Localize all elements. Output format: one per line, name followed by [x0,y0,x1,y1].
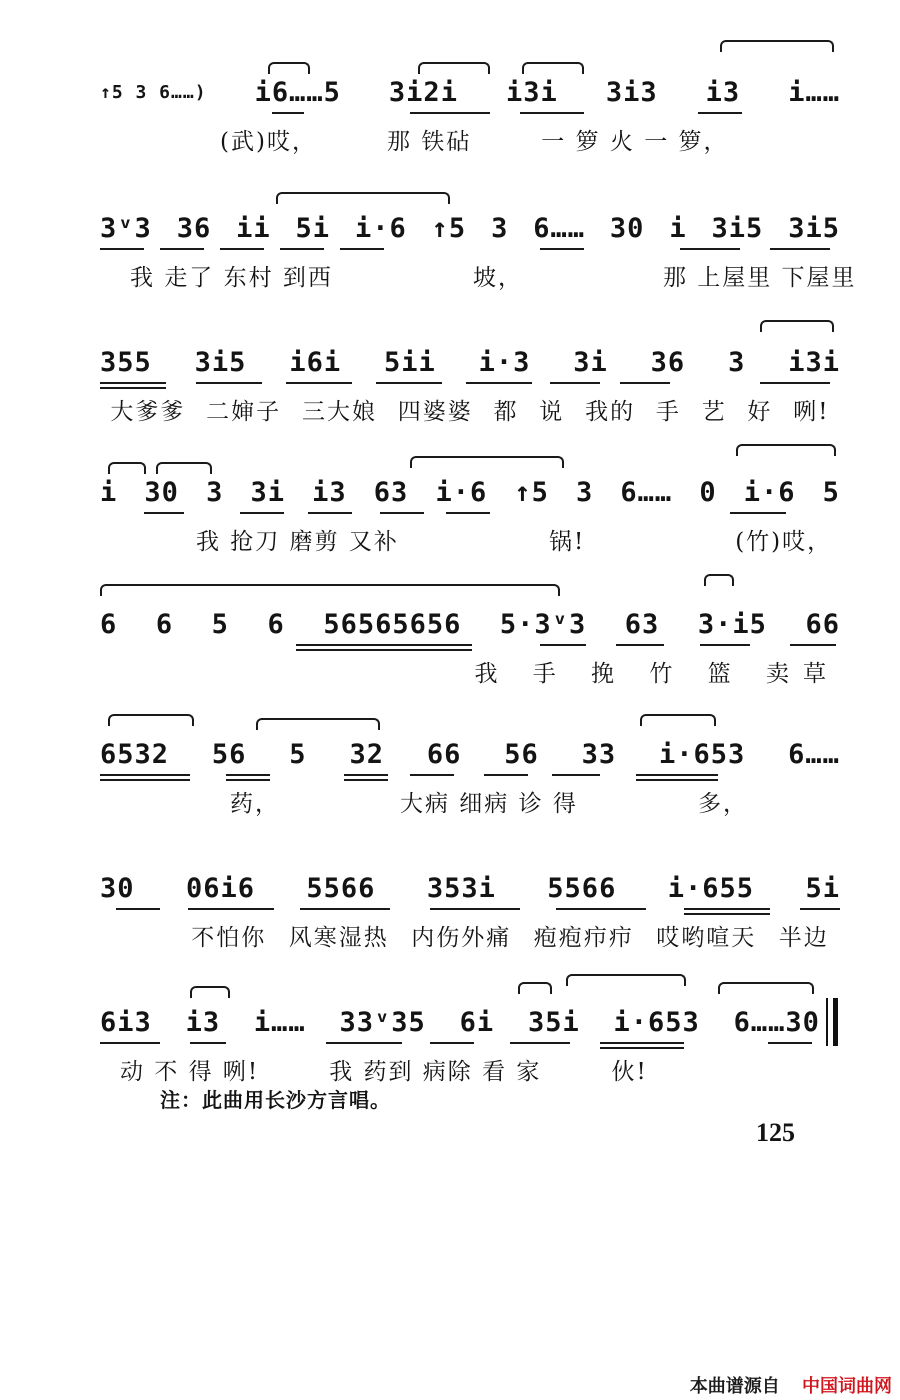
final-barline [826,998,828,1046]
footnote: 注：此曲用长沙方言唱。 [160,1088,391,1112]
underline [698,112,742,114]
note-group: 3i [573,346,608,378]
note-group: i·3 [478,346,531,378]
note-group: 6 [155,608,174,640]
slur [256,718,380,730]
note-group: 36 [650,346,686,378]
lyric: 疱疱疖疖 [533,924,634,951]
lyric: 风寒湿热 [288,924,389,951]
lyric: 动 不 得 咧! [120,1058,260,1085]
final-barline [833,998,838,1046]
underline [684,908,770,910]
lyric: 我 走了 东村 到西 [130,264,333,291]
note-group: i·653 [659,738,746,770]
lyric: 大爹爹 [110,398,186,425]
underline [226,774,270,776]
note-group: 3i2i [388,76,458,108]
lyric: 我的 [585,398,636,425]
lyric: 多， [697,790,748,817]
note-group: ↑5 [514,476,549,508]
watermark [690,1372,892,1398]
underline [556,908,646,910]
note-group: i3i [506,76,558,108]
note-group: 355 [100,346,152,378]
underline [540,644,586,646]
note-group: 66 [426,738,462,770]
note-group: 06i6 [185,872,255,904]
jianpu-notes-row [100,472,840,512]
slur [704,574,734,586]
note-group: 5 [822,476,840,508]
underline [466,382,532,384]
underline [300,908,390,910]
slur [518,982,552,994]
note-group: 30 [100,872,135,904]
lyrics-row [100,122,840,156]
slur [108,714,194,726]
underline [520,112,584,114]
lyric: 一 箩 火 一 箩， [541,128,729,155]
note-group: 5i [805,872,840,904]
underline [340,248,384,250]
watermark-site: 中国词曲网 [802,1376,892,1397]
lyric: (武)哎， [220,128,317,155]
underline [600,1042,684,1044]
underline [286,382,352,384]
underline [100,382,166,384]
underline [226,779,270,781]
lyric: 不怕你 [191,924,267,951]
underline [344,779,388,781]
underline [100,248,144,250]
note-group: 3i5 [194,346,247,378]
underline [272,112,304,114]
lyric: 咧! [793,398,830,425]
underline [790,644,836,646]
underline [620,382,670,384]
underline [326,1042,402,1044]
note-group: 6i3 [100,1006,152,1038]
note-group: i·655 [667,872,755,904]
underline [760,382,830,384]
jianpu-notes-row [100,72,840,112]
note-group: 6532 [100,738,170,770]
underline [188,908,274,910]
underline [296,644,472,646]
note-group: 6…… [533,212,586,244]
note-group: 3i [250,476,285,508]
note-group: 6 [100,608,118,640]
lyric: 我 抢刀 磨剪 又补 [196,528,399,555]
note-group: 353i [426,872,496,904]
underline [100,774,190,776]
underline [116,908,160,910]
note-group: 56565656 [323,608,462,640]
note-group: 36 [176,212,212,244]
jianpu-notes-row [100,208,840,248]
note-group: i·6 [435,476,488,508]
lyrics-row [100,258,857,292]
lyrics-row [100,522,840,556]
note-group: ↑5 [431,212,467,244]
underline [636,779,718,781]
lyric: (竹)哎， [735,528,833,555]
lyrics-row [100,392,840,426]
note-group: 6…… [620,476,673,508]
note-group: 33 [581,738,617,770]
note-group: i…… [253,1006,306,1038]
underline [616,644,664,646]
underline [160,248,204,250]
note-group: 56 [211,738,247,770]
underline [446,512,490,514]
note-group: ↑5 3 6……) [100,81,207,103]
underline [410,112,490,114]
note-group: 3 [728,346,746,378]
lyrics-row [100,918,840,952]
underline [196,382,262,384]
slur [410,456,564,468]
note-group: 3i3 [605,76,658,108]
underline [510,1042,570,1044]
lyric: 内伤外痛 [411,924,512,951]
underline [550,382,600,384]
slur [190,986,230,998]
underline [100,387,166,389]
lyric: 锅! [548,528,586,555]
underline [600,1047,684,1049]
note-group: 5566 [306,872,376,904]
note-group: 6 [267,608,285,640]
lyric: 那 铁砧 [386,128,472,155]
tie [736,444,836,456]
lyric: 都 [493,398,519,425]
note-group: 5 [211,608,229,640]
note-group: 3 [491,212,509,244]
note-group: i3 [705,76,741,108]
lyric: 好 [747,398,773,425]
underline [700,644,750,646]
underline [220,248,264,250]
lyric: 伙! [611,1058,648,1085]
note-group: i·653 [613,1006,700,1038]
lyric: 哎哟喧天 [656,924,757,951]
underline [768,1042,812,1044]
underline [800,908,840,910]
page-number: 125 [756,1118,795,1147]
note-group: 5i [295,212,331,244]
note-group: 33ᵛ35 [339,1006,426,1038]
note-group: 5·3ᵛ3 [499,608,587,640]
lyric: 坡， [472,264,523,291]
note-group: 32 [349,738,384,770]
note-group: i6i [289,346,342,378]
underline [380,512,424,514]
note-group: 3i5 [788,212,840,244]
note-group: 63 [624,608,660,640]
note-group: 3 [576,476,594,508]
underline [430,1042,474,1044]
slur [760,320,834,332]
underline [308,512,352,514]
lyric: 大病 细病 诊 得 [400,790,578,817]
lyric: 三大娘 [301,398,377,425]
lyric: 半边 [778,924,829,951]
jianpu-notes-row [100,604,840,644]
jianpu-notes-row [100,342,840,382]
watermark-source: 本曲谱源自 [689,1376,780,1397]
underline [770,248,830,250]
underline [684,913,770,915]
jianpu-notes-row [100,1002,820,1042]
note-group: i…… [788,76,840,108]
note-group: i3 [312,476,347,508]
note-group: i·6 [354,212,407,244]
lyrics-row [100,654,840,688]
note-group: ii [236,212,271,244]
note-group: 0 [699,476,717,508]
note-group: i3 [185,1006,221,1038]
lyric: 我 药到 病除 看 家 [329,1058,542,1085]
lyric: 我 手 挽 竹 篮 卖草 [474,660,840,687]
note-group: 30 [144,476,179,508]
note-group: 35i [527,1006,580,1038]
underline [680,248,740,250]
underline [240,512,284,514]
note-group: 6…… [788,738,840,770]
underline [730,512,786,514]
note-group: 30 [609,212,645,244]
underline [144,512,184,514]
note-group: 6……30 [733,1006,820,1038]
note-group: 5 [289,738,307,770]
lyric: 那 上屋里 下屋里 [662,264,857,291]
lyric: 二婶子 [206,398,282,425]
underline [636,774,718,776]
note-group: 66 [805,608,840,640]
note-group: 3 [206,476,224,508]
lyric: 药， [230,790,280,817]
jianpu-notes-row [100,868,840,908]
note-group: 63 [373,476,409,508]
note-group: 3·i5 [697,608,767,640]
underline [280,248,324,250]
note-group: 3ᵛ3 [100,212,152,244]
note-group: i3i [788,346,840,378]
underline [100,779,190,781]
slur [566,974,686,986]
underline [100,1042,160,1044]
tie [100,584,560,596]
lyric: 艺 [701,398,727,425]
note-group: i [100,476,118,508]
underline [430,908,520,910]
underline [484,774,528,776]
underline [376,382,442,384]
note-group: 56 [504,738,539,770]
lyric: 手 [655,398,681,425]
tie [718,982,814,994]
jianpu-notes-row [100,734,840,774]
slur [276,192,450,204]
underline [190,1042,226,1044]
tie [720,40,834,52]
note-group: 6i [459,1006,495,1038]
note-group: i [669,212,687,244]
lyrics-row [100,784,840,818]
underline [344,774,388,776]
note-group: i6……5 [254,76,341,108]
underline [410,774,454,776]
note-group: 5566 [547,872,617,904]
underline [552,774,600,776]
underline [296,649,472,651]
note-group: 3i5 [711,212,764,244]
note-group: i·6 [743,476,796,508]
underline [540,248,584,250]
slur [640,714,716,726]
lyrics-row [100,1052,840,1086]
note-group: 5ii [383,346,436,378]
lyric: 说 [539,398,565,425]
lyric: 四婆婆 [397,398,473,425]
